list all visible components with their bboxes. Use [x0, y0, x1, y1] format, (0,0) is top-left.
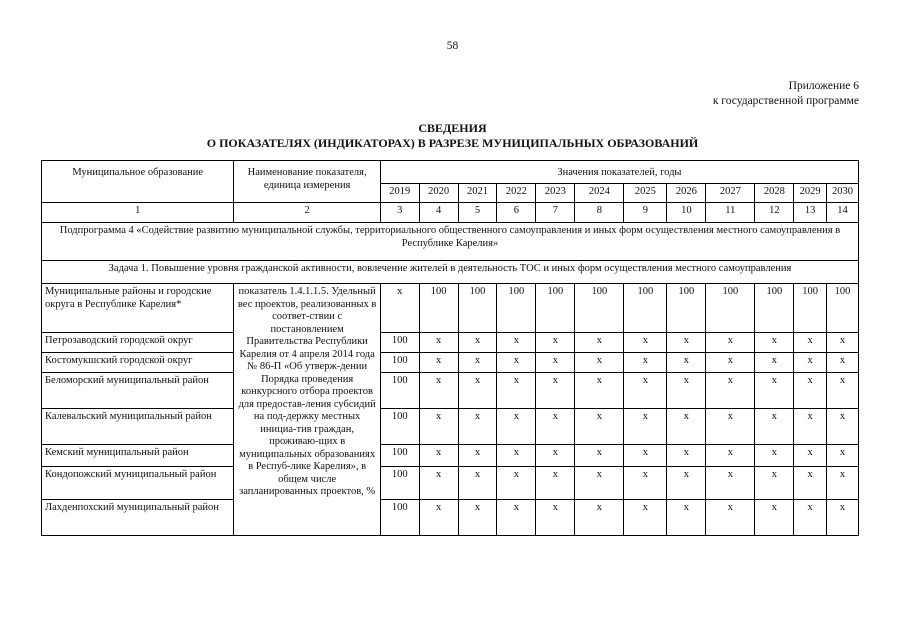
value-cell: х	[497, 353, 536, 373]
value-cell: х	[667, 409, 706, 445]
year-cell: 2023	[536, 184, 575, 203]
value-cell: х	[536, 353, 575, 373]
value-cell: х	[458, 467, 497, 500]
value-cell: 100	[624, 284, 667, 333]
document-title	[0, 121, 905, 151]
value-cell: 100	[575, 284, 624, 333]
value-cell: х	[794, 373, 827, 409]
municipality-name: Кемский муниципальный район	[42, 445, 234, 467]
column-number: 3	[380, 203, 419, 223]
value-cell: х	[755, 333, 794, 353]
value-cell: х	[536, 500, 575, 536]
year-cell: 2022	[497, 184, 536, 203]
value-cell: 100	[794, 284, 827, 333]
value-cell: х	[419, 353, 458, 373]
value-cell: х	[624, 467, 667, 500]
value-cell: х	[827, 445, 859, 467]
value-cell: 100	[419, 284, 458, 333]
value-cell: х	[706, 445, 755, 467]
value-cell: х	[536, 373, 575, 409]
column-numbers-row	[42, 203, 859, 223]
value-cell: х	[419, 409, 458, 445]
subprogram-row	[42, 223, 859, 261]
column-number: 8	[575, 203, 624, 223]
column-number: 2	[234, 203, 380, 223]
column-number: 14	[827, 203, 859, 223]
column-number: 7	[536, 203, 575, 223]
column-number: 11	[706, 203, 755, 223]
title-line-1: СВЕДЕНИЯ	[418, 121, 487, 135]
municipality-name: Беломорский муниципальный район	[42, 373, 234, 409]
value-cell: 100	[380, 467, 419, 500]
value-cell: х	[755, 445, 794, 467]
page-number: 58	[446, 40, 459, 52]
value-cell: 100	[706, 284, 755, 333]
value-cell: х	[419, 467, 458, 500]
column-number: 5	[458, 203, 497, 223]
value-cell: х	[755, 373, 794, 409]
appendix-line-2: к государственной программе	[712, 95, 859, 107]
value-cell: х	[419, 333, 458, 353]
table-row	[42, 284, 859, 333]
value-cell: х	[794, 500, 827, 536]
value-cell: х	[536, 445, 575, 467]
value-cell: х	[667, 353, 706, 373]
value-cell: х	[794, 333, 827, 353]
value-cell: х	[667, 373, 706, 409]
year-cell: 2027	[706, 184, 755, 203]
value-cell: х	[706, 409, 755, 445]
value-cell: х	[497, 409, 536, 445]
value-cell: х	[624, 333, 667, 353]
value-cell: 100	[380, 333, 419, 353]
column-number: 4	[419, 203, 458, 223]
value-cell: х	[575, 373, 624, 409]
value-cell: х	[458, 409, 497, 445]
municipality-name: Муниципальные районы и городские округа в Республике Карелия*	[42, 284, 234, 333]
value-cell: х	[575, 445, 624, 467]
value-cell: 100	[755, 284, 794, 333]
table-row	[42, 409, 859, 445]
column-number: 6	[497, 203, 536, 223]
table-row	[42, 500, 859, 536]
value-cell: х	[827, 373, 859, 409]
year-cell: 2030	[827, 184, 859, 203]
subprogram-title: Подпрограмма 4 «Содействие развитию муниципальной службы, территориального общественного самоуправления и иных форм осуществления местного самоуправления в Республике Карелия»	[42, 223, 859, 261]
value-cell: х	[667, 467, 706, 500]
column-number: 13	[794, 203, 827, 223]
value-cell: х	[497, 445, 536, 467]
value-cell: х	[458, 500, 497, 536]
table-row	[42, 467, 859, 500]
year-cell: 2028	[755, 184, 794, 203]
value-cell: х	[575, 500, 624, 536]
year-cell: 2019	[380, 184, 419, 203]
year-cell: 2020	[419, 184, 458, 203]
value-cell: х	[419, 445, 458, 467]
header-indicator: Наименование показателя, единица измерения	[234, 161, 380, 203]
value-cell: 100	[380, 353, 419, 373]
value-cell: х	[419, 500, 458, 536]
task-row	[42, 261, 859, 284]
value-cell: х	[536, 467, 575, 500]
task-title: Задача 1. Повышение уровня гражданской активности, вовлечение жителей в деятельность ТОС и иных форм осуществления местного самоуправления	[42, 261, 859, 284]
value-cell: х	[419, 373, 458, 409]
year-cell: 2026	[667, 184, 706, 203]
value-cell: х	[827, 409, 859, 445]
value-cell: х	[497, 467, 536, 500]
municipality-name: Лахденпохский муниципальный район	[42, 500, 234, 536]
column-number: 12	[755, 203, 794, 223]
value-cell: х	[827, 333, 859, 353]
value-cell: х	[575, 353, 624, 373]
table-row	[42, 353, 859, 373]
value-cell: х	[497, 500, 536, 536]
value-cell: х	[624, 445, 667, 467]
appendix-note	[713, 79, 859, 109]
value-cell: х	[458, 333, 497, 353]
value-cell: х	[497, 333, 536, 353]
column-number: 9	[624, 203, 667, 223]
value-cell: 100	[380, 445, 419, 467]
value-cell: 100	[380, 409, 419, 445]
appendix-line-1: Приложение 6	[788, 80, 859, 92]
year-cell: 2029	[794, 184, 827, 203]
value-cell: 100	[380, 500, 419, 536]
value-cell: х	[827, 467, 859, 500]
header-municipality: Муниципальное образование	[42, 161, 234, 203]
header-values: Значения показателей, годы	[380, 161, 858, 184]
municipality-name: Калевальский муниципальный район	[42, 409, 234, 445]
value-cell: х	[624, 500, 667, 536]
value-cell: х	[706, 333, 755, 353]
value-cell: х	[706, 353, 755, 373]
value-cell: х	[794, 409, 827, 445]
value-cell: х	[458, 445, 497, 467]
title-line-2: О ПОКАЗАТЕЛЯХ (ИНДИКАТОРАХ) В РАЗРЕЗЕ МУНИЦИПАЛЬНЫХ ОБРАЗОВАНИЙ	[206, 136, 699, 150]
value-cell: х	[755, 409, 794, 445]
indicators-table	[41, 160, 859, 536]
municipality-name: Кондопожский муниципальный район	[42, 467, 234, 500]
value-cell: х	[575, 467, 624, 500]
table-row	[42, 333, 859, 353]
value-cell: х	[706, 467, 755, 500]
header-row	[42, 161, 859, 184]
value-cell: х	[536, 333, 575, 353]
value-cell: х	[827, 353, 859, 373]
value-cell: х	[667, 445, 706, 467]
value-cell: х	[794, 353, 827, 373]
value-cell: 100	[667, 284, 706, 333]
value-cell: х	[755, 353, 794, 373]
municipality-name: Костомукшский городской округ	[42, 353, 234, 373]
value-cell: х	[706, 373, 755, 409]
value-cell: 100	[827, 284, 859, 333]
value-cell: х	[624, 373, 667, 409]
municipality-name: Петрозаводский городской округ	[42, 333, 234, 353]
value-cell: х	[706, 500, 755, 536]
year-cell: 2025	[624, 184, 667, 203]
value-cell: х	[624, 353, 667, 373]
value-cell: х	[458, 353, 497, 373]
value-cell: х	[536, 409, 575, 445]
year-cell: 2024	[575, 184, 624, 203]
table-row	[42, 373, 859, 409]
value-cell: х	[575, 409, 624, 445]
value-cell: х	[458, 373, 497, 409]
column-number: 10	[667, 203, 706, 223]
value-cell: 100	[458, 284, 497, 333]
value-cell: х	[794, 467, 827, 500]
value-cell: 100	[380, 373, 419, 409]
value-cell: х	[755, 467, 794, 500]
value-cell: х	[624, 409, 667, 445]
year-cell: 2021	[458, 184, 497, 203]
value-cell: х	[497, 373, 536, 409]
value-cell: 100	[536, 284, 575, 333]
value-cell: х	[794, 445, 827, 467]
column-number: 1	[42, 203, 234, 223]
value-cell: 100	[497, 284, 536, 333]
value-cell: х	[575, 333, 624, 353]
value-cell: х	[755, 500, 794, 536]
indicator-description: показатель 1.4.1.1.5. Удельный вес проектов, реализованных в соответ-ствии с постановлением Правительства Республики Карелия от 4 апреля 2014 года № 86-П «Об утверж-дении Порядка проведения конкурсного отбора проектов для предостав-ления субсидий на под-держку местных инициа-тив граждан, проживаю-щих в муниципальных образованиях в Респуб-лике Карелия», в общем числе запланированных проектов, %	[234, 284, 380, 536]
value-cell: х	[380, 284, 419, 333]
value-cell: х	[667, 500, 706, 536]
table-row	[42, 445, 859, 467]
value-cell: х	[827, 500, 859, 536]
value-cell: х	[667, 333, 706, 353]
